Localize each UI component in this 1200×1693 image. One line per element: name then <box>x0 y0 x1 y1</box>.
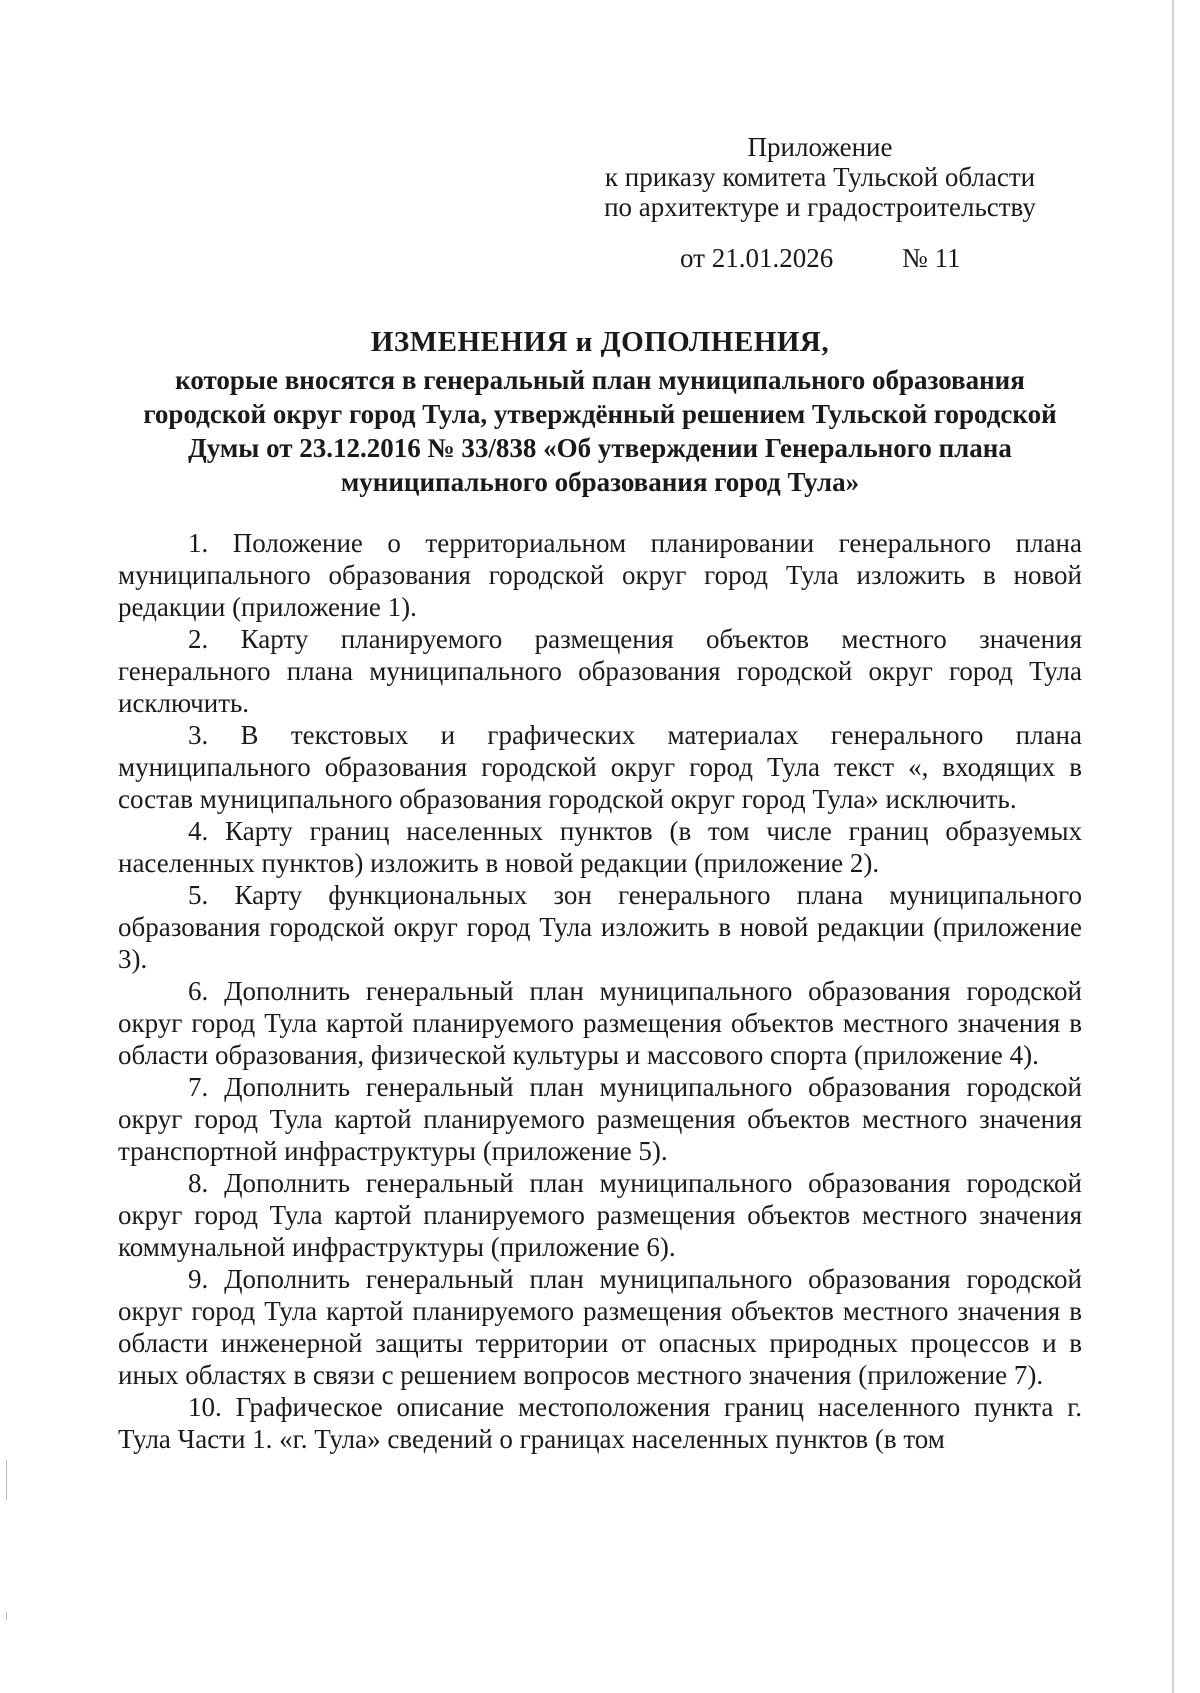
title-line: которые вносятся в генеральный план муниципального образования <box>175 365 1025 395</box>
list-item: 2. Карту планируемого размещения объектов местного значения генерального плана муниципального образования городской округ город Тула исключить. <box>118 624 1082 718</box>
list-item: 8. Дополнить генеральный план муниципального образования городской округ город Тула картой планируемого размещения объектов местного значения коммунальной инфраструктуры (приложение 6). <box>118 1168 1082 1262</box>
appendix-header <box>560 132 1080 222</box>
appendix-label: Приложение <box>747 132 893 162</box>
list-item: 1. Положение о территориальном планировании генерального плана муниципального образования городской округ город Тула изложить в новой редакции (приложение 1). <box>118 528 1082 622</box>
scan-mark <box>6 1460 7 1500</box>
appendix-committee: по архитектуре и градостроительству <box>604 192 1036 222</box>
list-item: 4. Карту границ населенных пунктов (в том числе границ образуемых населенных пунктов) изложить в новой редакции (приложение 2). <box>118 816 1082 878</box>
scan-edge-line <box>1172 0 1174 1693</box>
title-line: Думы от 23.12.2016 № 33/838 «Об утверждении Генерального плана <box>188 433 1012 463</box>
scan-mark <box>6 1612 7 1620</box>
order-date: от 21.01.2026 <box>680 243 834 273</box>
list-item: 7. Дополнить генеральный план муниципального образования городской округ город Тула картой планируемого размещения объектов местного значения транспортной инфраструктуры (приложение 5). <box>118 1072 1082 1166</box>
title-main: ИЗМЕНЕНИЯ и ДОПОЛНЕНИЯ, <box>370 326 830 358</box>
order-number: № 11 <box>902 243 961 273</box>
list-item: 5. Карту функциональных зон генерального плана муниципального образования городской округ город Тула изложить в новой редакции (приложение 3). <box>118 880 1082 974</box>
document-body <box>118 527 1082 1455</box>
appendix-order-ref: к приказу комитета Тульской области <box>604 162 1036 192</box>
title-line: муниципального образования город Тула» <box>340 467 860 497</box>
list-item: 3. В текстовых и графических материалах генерального плана муниципального образования городской округ город Тула текст «, входящих в состав муниципального образования городской округ город Тула» исключить. <box>118 720 1082 814</box>
title-line: городской округ город Тула, утверждённый решением Тульской городской <box>143 399 1057 429</box>
order-date-number <box>680 243 961 274</box>
document-title <box>60 325 1140 499</box>
list-item: 9. Дополнить генеральный план муниципального образования городской округ город Тула картой планируемого размещения объектов местного значения в области инженерной защиты территории от опасных природных процессов и в иных областях в связи с решением вопросов местного значения (приложение 7). <box>118 1264 1082 1390</box>
list-item: 10. Графическое описание местоположения границ населенного пункта г. Тула Части 1. «г. Тула» сведений о границах населенных пунктов (в том <box>118 1392 1082 1454</box>
list-item: 6. Дополнить генеральный план муниципального образования городской округ город Тула картой планируемого размещения объектов местного значения в области образования, физической культуры и массового спорта (приложение 4). <box>118 976 1082 1070</box>
